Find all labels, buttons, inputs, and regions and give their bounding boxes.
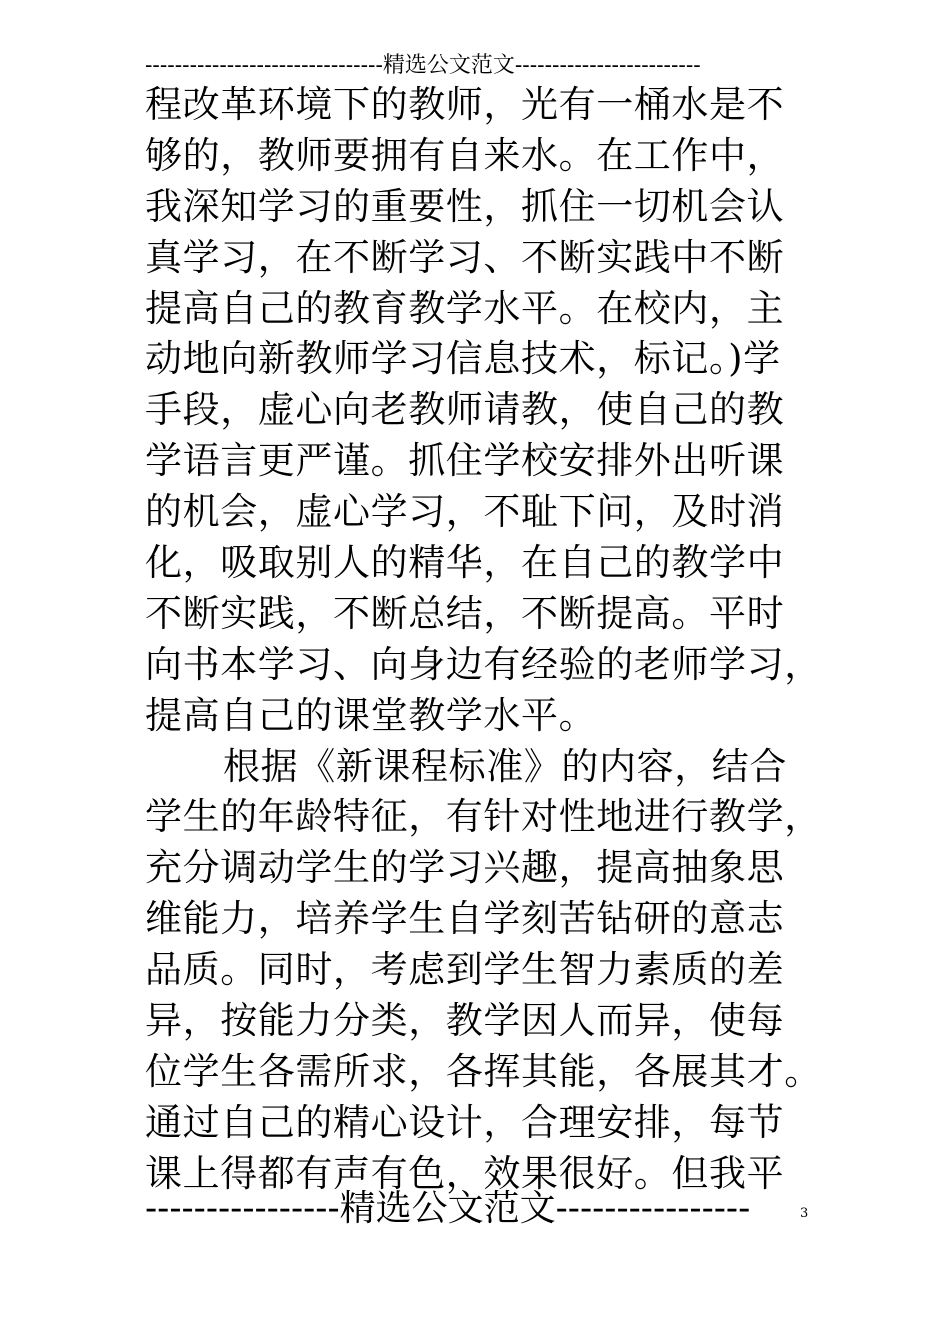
paragraph-first-line: 根据《新课程标准》的内容，结合 [223, 744, 787, 788]
text-line: 的机会，虚心学习，不耻下问，及时消 [145, 490, 785, 534]
page-header: --------------------------------精选公文范文------------------------- [145, 53, 701, 78]
text-line: 程改革环境下的教师，光有一桶水是不 [145, 83, 785, 126]
text-line: 真学习，在不断学习、不断实践中不断 [145, 235, 785, 279]
text-line: 手段，虚心向老教师请教，使自己的教 [145, 388, 785, 432]
page-footer: ----------------精选公文范文---------------- [145, 1188, 751, 1229]
text-line: 提高自己的教育教学水平。在校内，主 [145, 286, 785, 330]
text-line: 异，按能力分类，教学因人而异，使每 [145, 999, 785, 1043]
page-number: 3 [800, 1206, 809, 1221]
text-line: 充分调动学生的学习兴趣，提高抽象思 [145, 846, 785, 890]
text-line: 够的，教师要拥有自来水。在工作中， [145, 133, 785, 177]
text-line: 向书本学习、向身边有经验的老师学习， [145, 642, 822, 686]
text-line: 维能力，培养学生自学刻苦钻研的意志 [145, 897, 785, 941]
text-line: 课上得都有声有色，效果很好。但我平 [145, 1151, 785, 1195]
text-line: 学生的年龄特征，有针对性地进行教学， [145, 795, 822, 839]
text-line: 位学生各需所求，各挥其能，各展其才。 [145, 1049, 822, 1093]
text-line: 品质。同时，考虑到学生智力素质的差 [145, 948, 785, 992]
text-line: 通过自己的精心设计，合理安排，每节 [145, 1100, 785, 1144]
text-line: 我深知学习的重要性，抓住一切机会认 [145, 184, 785, 228]
document-body [145, 80, 825, 1200]
text-line: 动地向新教师学习信息技术，标记。)学 [145, 337, 781, 381]
text-line: 提高自己的课堂教学水平。 [145, 693, 597, 737]
text-line: 不断实践，不断总结，不断提高。平时 [145, 591, 785, 635]
text-line: 化，吸取别人的精华，在自己的教学中 [145, 541, 785, 585]
text-line: 学语言更严谨。抓住学校安排外出听课 [145, 439, 785, 483]
